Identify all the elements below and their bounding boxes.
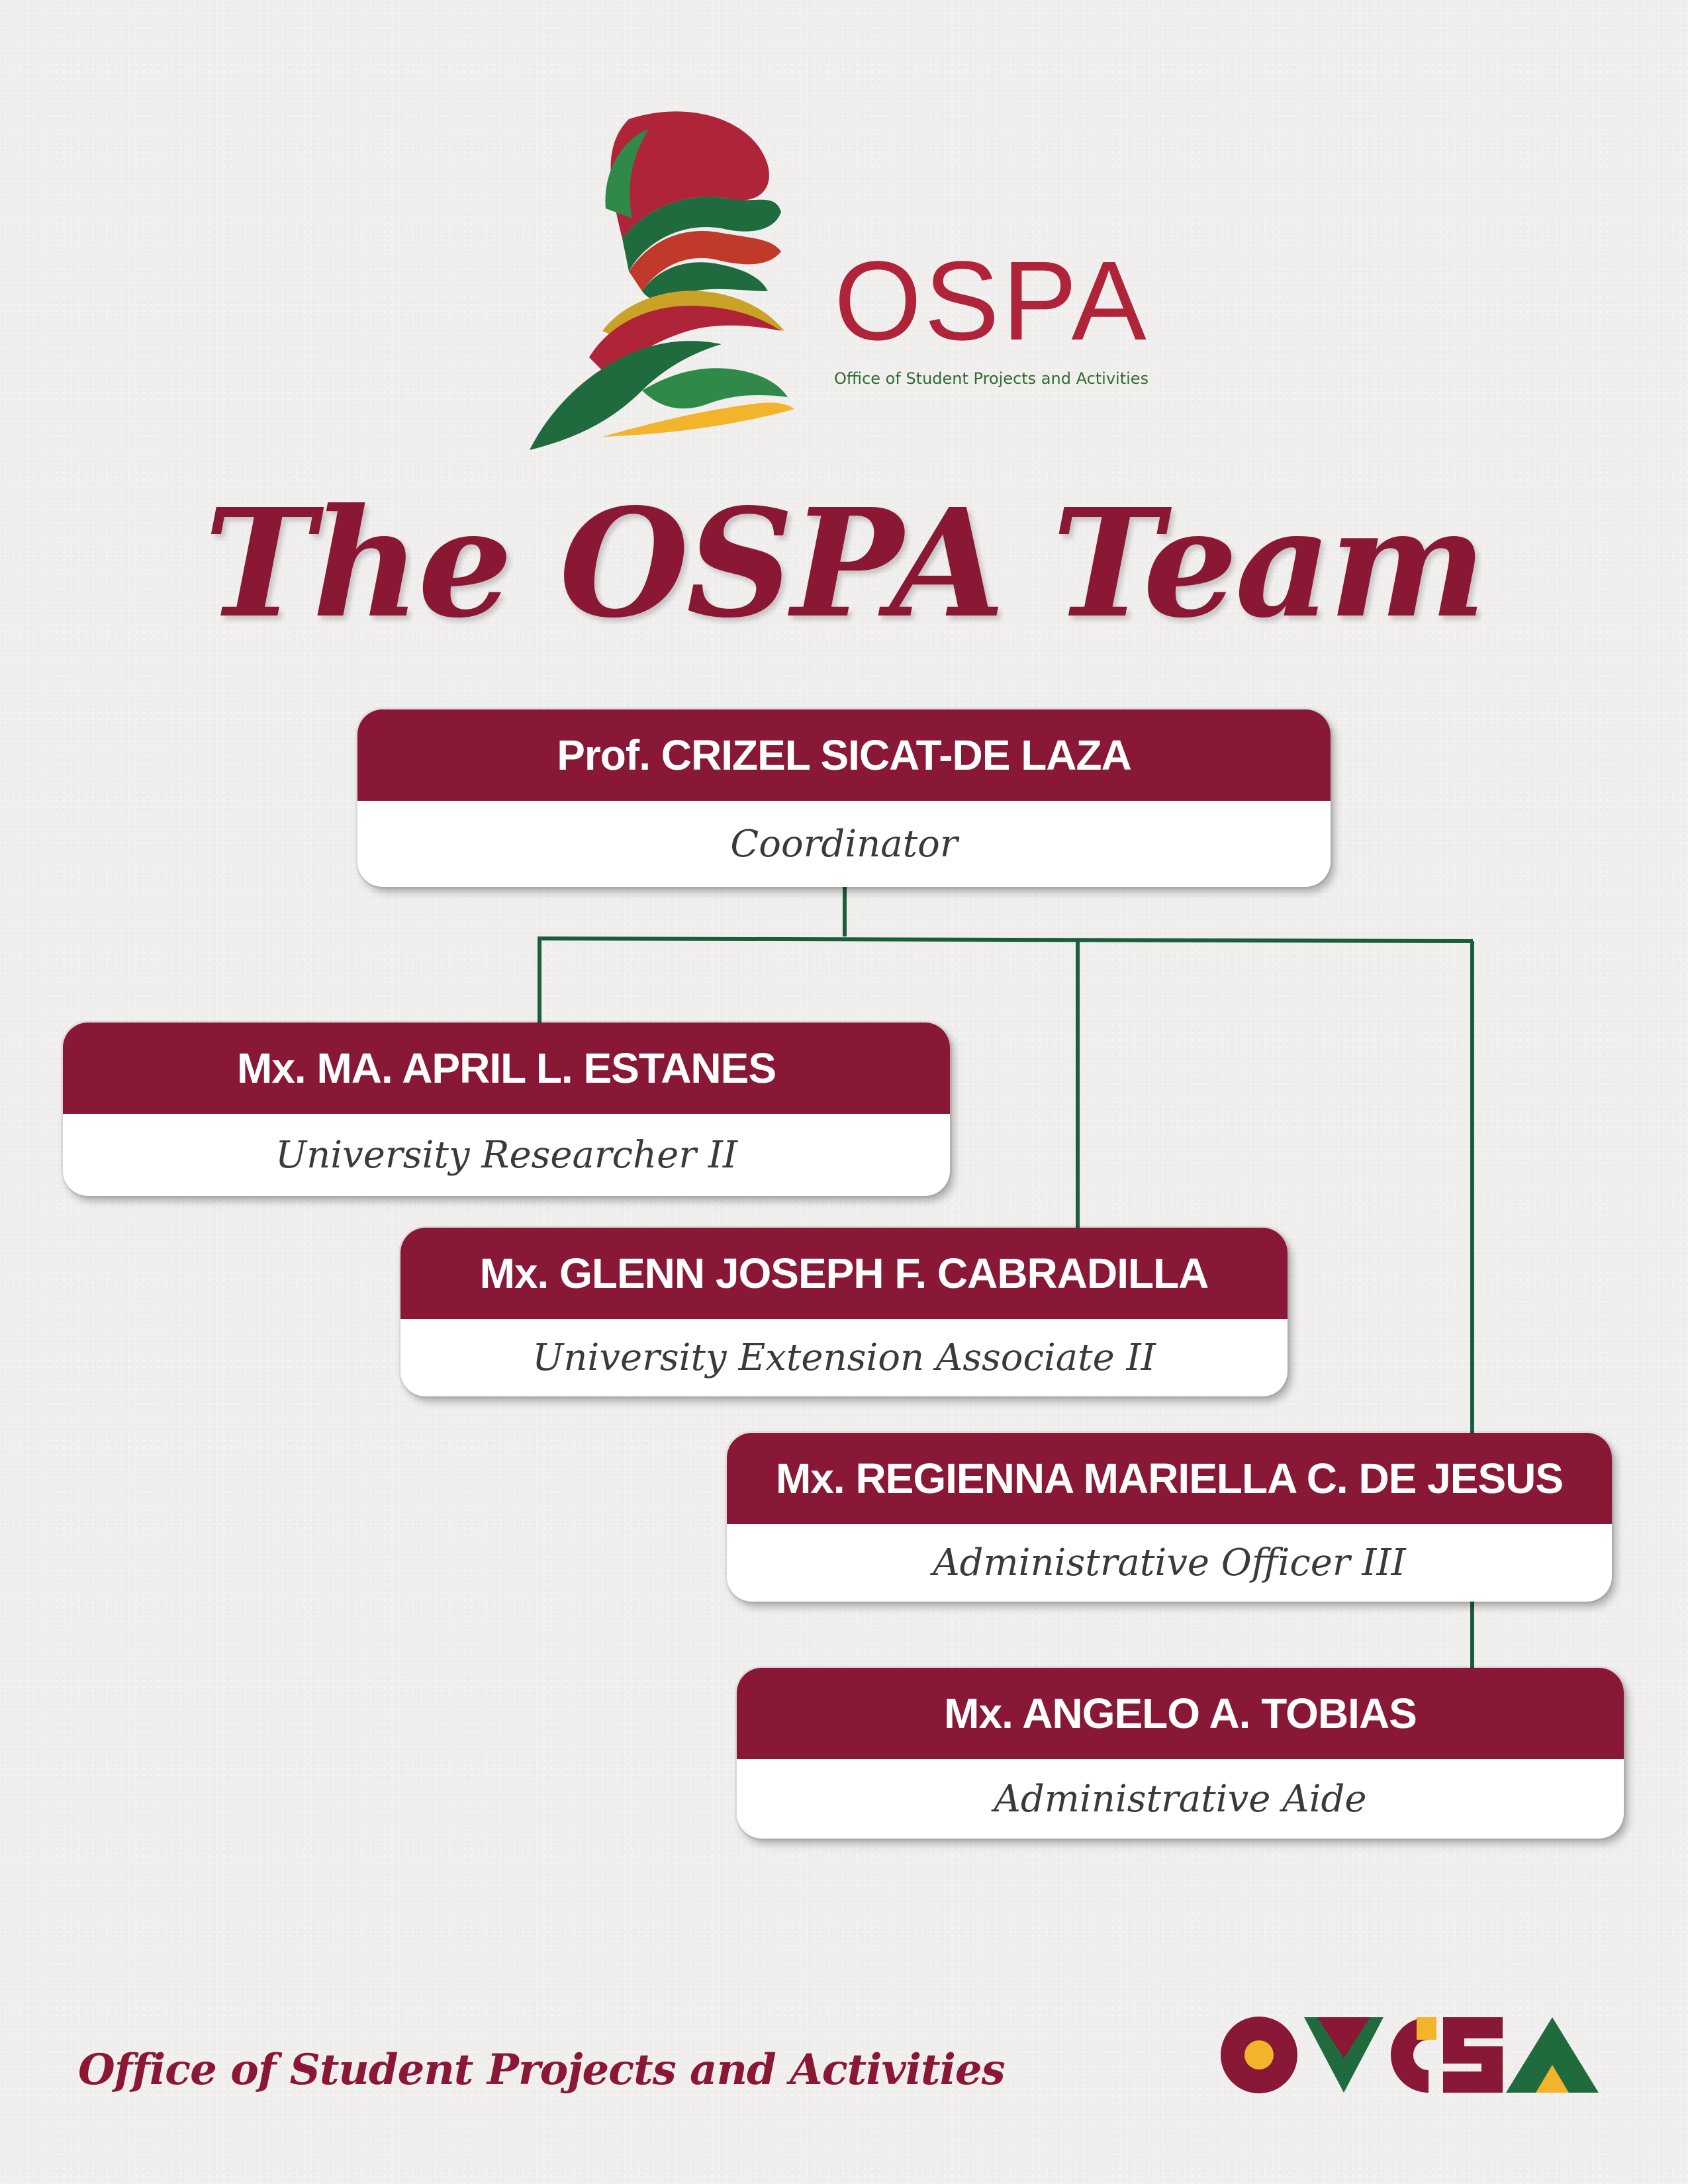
team-member-name: Prof. CRIZEL SICAT-DE LAZA <box>357 709 1331 801</box>
team-member-name: Mx. REGIENNA MARIELLA C. DE JESUS <box>727 1433 1612 1524</box>
page-title: The OSPA Team <box>204 477 1484 651</box>
ospa-wordmark: OSPA <box>834 238 1149 364</box>
team-member-role: University Researcher II <box>275 1133 738 1177</box>
team-card-cabradilla <box>400 1228 1288 1396</box>
team-member-role: Coordinator <box>730 822 958 866</box>
team-card-de-jesus <box>727 1433 1612 1602</box>
team-member-role: Administrative Officer III <box>933 1541 1406 1584</box>
ovcsa-logo <box>1218 2012 1615 2098</box>
ospa-tagline: Office of Student Projects and Activities <box>834 369 1149 388</box>
connector-horizontal <box>538 938 1473 941</box>
footer-office-name: Office of Student Projects and Activities <box>78 2045 1005 2095</box>
team-member-name: Mx. GLENN JOSEPH F. CABRADILLA <box>400 1228 1288 1319</box>
team-card-tobias <box>737 1668 1624 1839</box>
team-card-estanes <box>63 1023 950 1196</box>
team-member-name: Mx. ANGELO A. TOBIAS <box>737 1668 1624 1759</box>
team-member-name: Mx. MA. APRIL L. ESTANES <box>63 1023 950 1114</box>
team-card-coordinator <box>357 709 1331 887</box>
team-member-role: Administrative Aide <box>994 1777 1367 1821</box>
team-member-role: University Extension Associate II <box>532 1336 1156 1379</box>
